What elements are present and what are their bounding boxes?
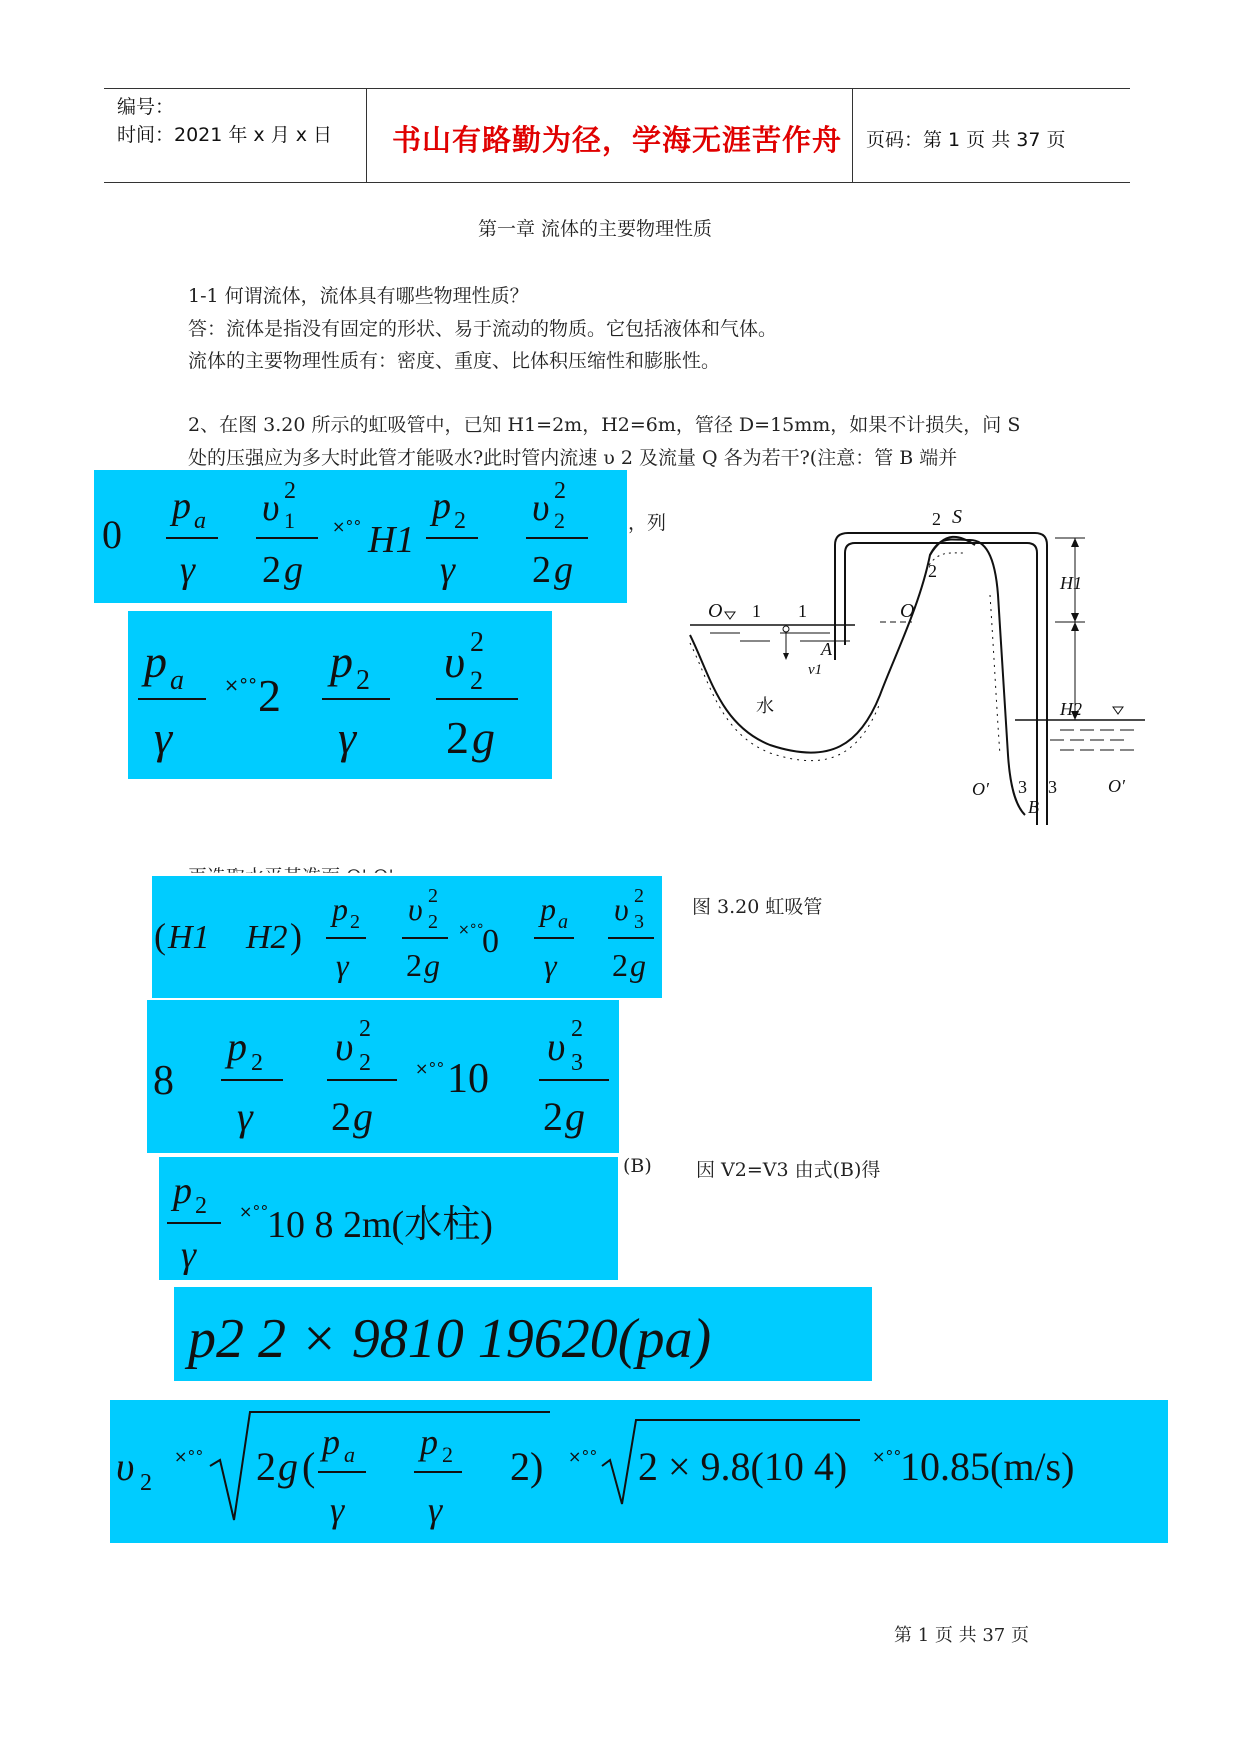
svg-text:γ: γ xyxy=(154,712,173,763)
svg-text:υ: υ xyxy=(547,1024,566,1069)
svg-text:γ: γ xyxy=(428,1490,443,1530)
footer-page-number: 第 1 页 共 37 页 xyxy=(894,1625,1029,1646)
svg-text:2: 2 xyxy=(195,1193,207,1219)
q2-line1: 2、在图 3.20 所示的虹吸管中，已知 H1=2m，H2=6m，管径 D=15mm，如果不计损失，问 S xyxy=(188,414,1021,436)
svg-text:×°°: ×°° xyxy=(415,1059,445,1078)
svg-text:2: 2 xyxy=(350,911,360,933)
svg-text:γ: γ xyxy=(330,1490,345,1530)
header-motto: 书山有路勤为径，学海无涯苦作舟 xyxy=(392,123,843,157)
eq-b-label: (B) xyxy=(623,1155,652,1177)
svg-text:2: 2 xyxy=(554,478,566,504)
svg-text:g: g xyxy=(278,1444,298,1489)
svg-text:×°°: ×°° xyxy=(174,1447,204,1466)
svg-text:υ: υ xyxy=(408,891,423,927)
fig-label-1a: 1 xyxy=(752,601,761,621)
svg-text:2: 2 xyxy=(634,885,644,907)
svg-text:υ: υ xyxy=(532,487,550,529)
svg-text:a: a xyxy=(344,1442,355,1467)
eq2-two: 2 xyxy=(258,670,281,721)
svg-text:×°°: ×°° xyxy=(568,1447,598,1466)
svg-text:2: 2 xyxy=(612,947,628,983)
svg-text:2: 2 xyxy=(251,1050,263,1076)
q1-question: 1-1 何谓流体，流体具有哪些物理性质？ xyxy=(188,285,529,307)
header-divider-left xyxy=(366,88,367,183)
chapter-title: 第一章 流体的主要物理性质 xyxy=(478,218,713,240)
svg-text:×°°: ×°° xyxy=(458,922,484,938)
eq3-zero: 0 xyxy=(482,923,499,960)
svg-text:g: g xyxy=(630,947,646,983)
svg-text:p: p xyxy=(172,485,191,527)
svg-text:3: 3 xyxy=(634,911,644,933)
fig-label-O-prime-right: O′ xyxy=(1108,776,1125,796)
header-page-label: 页码：第 1 页 共 37 页 xyxy=(866,129,1066,151)
svg-text:2: 2 xyxy=(284,478,296,504)
eq1-H1: H1 xyxy=(368,519,415,561)
svg-text:p: p xyxy=(332,891,348,927)
svg-text:γ: γ xyxy=(237,1094,253,1139)
fig-label-1b: 1 xyxy=(798,601,807,621)
svg-text:×°°: ×°° xyxy=(224,675,258,696)
svg-text:2: 2 xyxy=(359,1016,371,1042)
fig-label-O-right: O xyxy=(900,600,915,622)
svg-text:3: 3 xyxy=(571,1050,583,1076)
svg-text:p: p xyxy=(432,485,451,527)
eq1-zero: 0 xyxy=(102,512,122,557)
svg-text:g: g xyxy=(424,947,440,983)
svg-text:υ: υ xyxy=(116,1444,135,1489)
svg-text:×°°: ×°° xyxy=(332,517,362,536)
svg-text:): ) xyxy=(290,916,302,956)
fig-label-v1: v1 xyxy=(808,662,823,678)
fig-label-H2: H2 xyxy=(1060,699,1082,719)
equation-7 xyxy=(110,1400,1168,1543)
q2-after-eq1: ，列 xyxy=(628,512,667,534)
svg-text:2: 2 xyxy=(571,1016,583,1042)
eq7-result: 10.85(m/s) xyxy=(900,1444,1075,1489)
eq-b-text: 因 V2=V3 由式(B)得 xyxy=(696,1159,881,1181)
fig-label-water: 水 xyxy=(756,696,774,716)
svg-text:×°°: ×°° xyxy=(239,1202,269,1221)
svg-text:2: 2 xyxy=(470,666,483,695)
q2-line2: 处的压强应为多大时此管才能吸水?此时管内流速 υ 2 及流量 Q 各为若干?(注意：管 B 端并 xyxy=(188,447,958,469)
svg-text:2: 2 xyxy=(454,508,466,534)
q1-answer-line1: 答：流体是指没有固定的形状、易于流动的物质。它包括液体和气体。 xyxy=(188,318,778,340)
equation-1 xyxy=(94,470,627,603)
q1-answer-line2: 流体的主要物理性质有：密度、重度、比体积压缩性和膨胀性。 xyxy=(188,350,721,372)
svg-text:2: 2 xyxy=(442,1442,453,1467)
svg-text:γ: γ xyxy=(544,947,557,983)
fig-label-2-top: 2 xyxy=(932,509,941,529)
svg-text:υ: υ xyxy=(262,487,280,529)
svg-text:2: 2 xyxy=(532,549,551,591)
svg-text:p: p xyxy=(540,891,556,927)
svg-text:a: a xyxy=(194,508,206,534)
svg-text:γ: γ xyxy=(181,1234,196,1276)
equation-4 xyxy=(147,1000,619,1153)
eq3-H1: H1 xyxy=(168,919,210,956)
svg-text:υ: υ xyxy=(335,1024,354,1069)
svg-text:p: p xyxy=(420,1422,438,1462)
svg-text:p: p xyxy=(173,1170,192,1212)
svg-text:2: 2 xyxy=(470,627,484,658)
eq5-text: 10 8 2m(水柱) xyxy=(267,1204,493,1246)
svg-text:2: 2 xyxy=(331,1094,351,1139)
figure-caption: 图 3.20 虹吸管 xyxy=(692,896,823,918)
header-top-rule xyxy=(104,88,1130,89)
svg-text:2: 2 xyxy=(543,1094,563,1139)
header-divider-right xyxy=(852,88,853,183)
fig-label-3a: 3 xyxy=(1018,777,1027,797)
svg-text:g: g xyxy=(472,712,495,763)
header-time-label: 时间：2021 年 x 月 x 日 xyxy=(117,124,333,146)
svg-text:2: 2 xyxy=(406,947,422,983)
svg-text:γ: γ xyxy=(338,712,357,763)
eq6-text: p2 2 × 9810 19620(pa) xyxy=(188,1308,712,1370)
svg-text:υ: υ xyxy=(444,636,466,687)
fig-label-A: A xyxy=(821,639,832,659)
svg-text:γ: γ xyxy=(180,549,195,591)
svg-text:(: ( xyxy=(154,916,166,956)
fig-label-O: O xyxy=(708,600,723,622)
svg-text:a: a xyxy=(170,665,184,696)
svg-text:υ: υ xyxy=(614,891,629,927)
svg-text:1: 1 xyxy=(284,508,295,533)
fig-label-2-bottom: 2 xyxy=(928,561,937,581)
svg-text:2: 2 xyxy=(359,1050,371,1076)
svg-text:2: 2 xyxy=(554,508,565,533)
svg-text:2 × 9.8(10 4): 2 × 9.8(10 4) xyxy=(638,1444,848,1489)
siphon-figure xyxy=(680,495,1150,845)
svg-text:p: p xyxy=(322,1422,340,1462)
equation-6 xyxy=(174,1287,872,1381)
svg-text:g: g xyxy=(565,1094,585,1139)
equation-3 xyxy=(152,876,662,998)
eq4-eight: 8 xyxy=(153,1058,174,1104)
svg-text:2: 2 xyxy=(140,1470,152,1496)
svg-text:g: g xyxy=(554,549,573,591)
svg-text:γ: γ xyxy=(440,549,455,591)
svg-text:2: 2 xyxy=(262,549,281,591)
svg-text:2: 2 xyxy=(256,1444,276,1489)
svg-text:g: g xyxy=(353,1094,373,1139)
eq4-ten: 10 xyxy=(447,1056,489,1102)
svg-text:a: a xyxy=(558,911,568,933)
svg-text:×°°: ×°° xyxy=(872,1447,902,1466)
fig-label-3b: 3 xyxy=(1048,777,1057,797)
svg-text:γ: γ xyxy=(336,947,349,983)
svg-text:p: p xyxy=(144,636,167,687)
header-serial-label: 编号： xyxy=(117,96,175,118)
fig-label-O-prime: O′ xyxy=(972,779,989,799)
svg-text:p: p xyxy=(330,636,353,687)
eq3-H2: H2 xyxy=(246,919,288,956)
fig-label-B: B xyxy=(1028,797,1039,817)
svg-text:2: 2 xyxy=(356,665,370,696)
svg-text:g: g xyxy=(284,549,303,591)
fig-label-S: S xyxy=(952,506,962,528)
svg-text:2: 2 xyxy=(446,712,469,763)
fig-label-H1: H1 xyxy=(1060,573,1082,593)
svg-text:2: 2 xyxy=(428,911,438,933)
equation-5 xyxy=(159,1157,618,1280)
header-bottom-rule xyxy=(104,182,1130,183)
equation-2 xyxy=(128,611,552,779)
svg-text:(: ( xyxy=(302,1444,316,1489)
svg-text:p: p xyxy=(227,1024,247,1069)
svg-text:2): 2) xyxy=(510,1444,544,1489)
svg-text:2: 2 xyxy=(428,885,438,907)
